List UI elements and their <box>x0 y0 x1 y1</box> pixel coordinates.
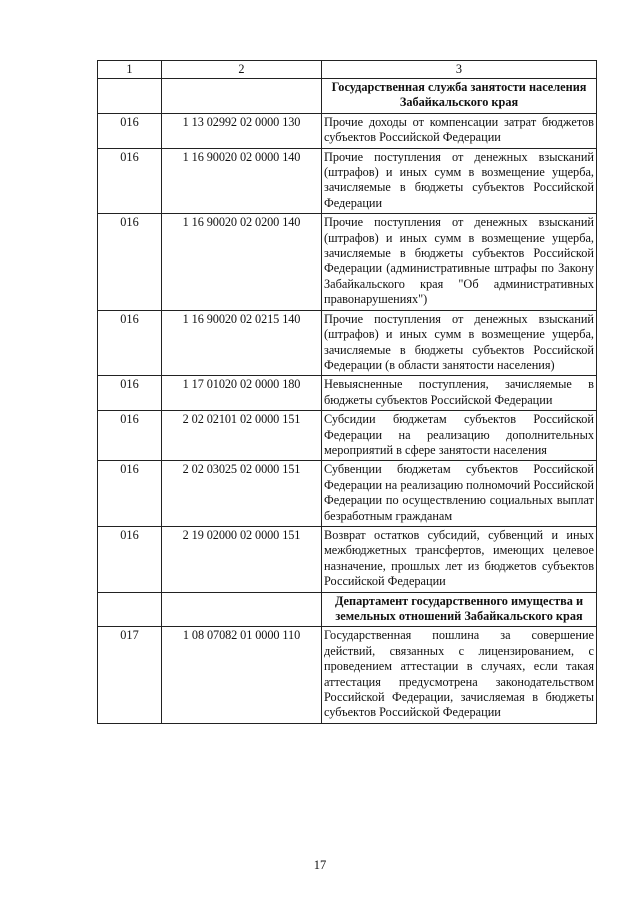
admin-code-cell: 016 <box>98 148 162 214</box>
table-row <box>98 627 597 723</box>
admin-code-cell <box>98 592 162 627</box>
description-cell: Невыясненные поступления, зачисляемые в бюджеты субъектов Российской Федерации <box>322 376 597 411</box>
description-cell: Возврат остатков субсидий, субвенций и иных межбюджетных трансфертов, имеющих целевое назначение, прошлых лет из бюджетов субъектов Российской Федерации <box>322 526 597 592</box>
admin-code-cell: 016 <box>98 411 162 461</box>
description-cell: Прочие поступления от денежных взысканий (штрафов) и иных сумм в возмещение ущерба, зачисляемые в бюджеты субъектов Российской Федерации (в области занятости населения) <box>322 310 597 376</box>
description-cell: Прочие доходы от компенсации затрат бюджетов субъектов Российской Федерации <box>322 113 597 148</box>
section-title-cell: Департамент государственного имущества и земельных отношений Забайкальского края <box>322 592 597 627</box>
revenue-codes-table <box>97 60 597 724</box>
admin-code-cell: 016 <box>98 526 162 592</box>
budget-code-cell: 1 17 01020 02 0000 180 <box>162 376 322 411</box>
table-row <box>98 411 597 461</box>
admin-code-cell: 016 <box>98 461 162 527</box>
budget-code-cell: 2 19 02000 02 0000 151 <box>162 526 322 592</box>
budget-code-cell <box>162 79 322 114</box>
column-header-1: 1 <box>98 61 162 79</box>
column-header-3: 3 <box>322 61 597 79</box>
budget-code-cell: 1 16 90020 02 0215 140 <box>162 310 322 376</box>
table-body <box>98 61 597 724</box>
table-row <box>98 526 597 592</box>
table-row <box>98 214 597 310</box>
section-title-cell: Государственная служба занятости населения Забайкальского края <box>322 79 597 114</box>
description-cell: Прочие поступления от денежных взысканий (штрафов) и иных сумм в возмещение ущерба, зачисляемые в бюджеты субъектов Российской Федерации (административные штрафы по Закону Забайкальского края "Об административных правонарушениях") <box>322 214 597 310</box>
description-cell: Субвенции бюджетам субъектов Российской Федерации на реализацию полномочий Российской Федерации по осуществлению социальных выплат безработным гражданам <box>322 461 597 527</box>
table-row <box>98 376 597 411</box>
admin-code-cell: 017 <box>98 627 162 723</box>
budget-code-cell: 1 16 90020 02 0000 140 <box>162 148 322 214</box>
page-number: 17 <box>313 858 327 872</box>
admin-code-cell: 016 <box>98 214 162 310</box>
budget-code-cell: 1 16 90020 02 0200 140 <box>162 214 322 310</box>
admin-code-cell: 016 <box>98 113 162 148</box>
budget-code-cell <box>162 592 322 627</box>
admin-code-cell: 016 <box>98 310 162 376</box>
table-row <box>98 113 597 148</box>
budget-code-cell: 2 02 02101 02 0000 151 <box>162 411 322 461</box>
description-cell: Прочие поступления от денежных взысканий (штрафов) и иных сумм в возмещение ущерба, зачисляемые в бюджеты субъектов Российской Федерации <box>322 148 597 214</box>
description-cell: Субсидии бюджетам субъектов Российской Федерации на реализацию дополнительных мероприятий в сфере занятости населения <box>322 411 597 461</box>
budget-code-cell: 1 13 02992 02 0000 130 <box>162 113 322 148</box>
budget-code-cell: 2 02 03025 02 0000 151 <box>162 461 322 527</box>
budget-code-cell: 1 08 07082 01 0000 110 <box>162 627 322 723</box>
description-cell: Государственная пошлина за совершение действий, связанных с лицензированием, с проведением аттестации в случаях, если такая аттестация предусмотрена законодательством Российской Федерации, зачисляемая в бюджеты субъектов Российской Федерации <box>322 627 597 723</box>
section-header-row <box>98 592 597 627</box>
table-header-row <box>98 61 597 79</box>
admin-code-cell <box>98 79 162 114</box>
section-header-row <box>98 79 597 114</box>
column-header-2: 2 <box>162 61 322 79</box>
table-row <box>98 148 597 214</box>
table-row <box>98 310 597 376</box>
admin-code-cell: 016 <box>98 376 162 411</box>
table-row <box>98 461 597 527</box>
